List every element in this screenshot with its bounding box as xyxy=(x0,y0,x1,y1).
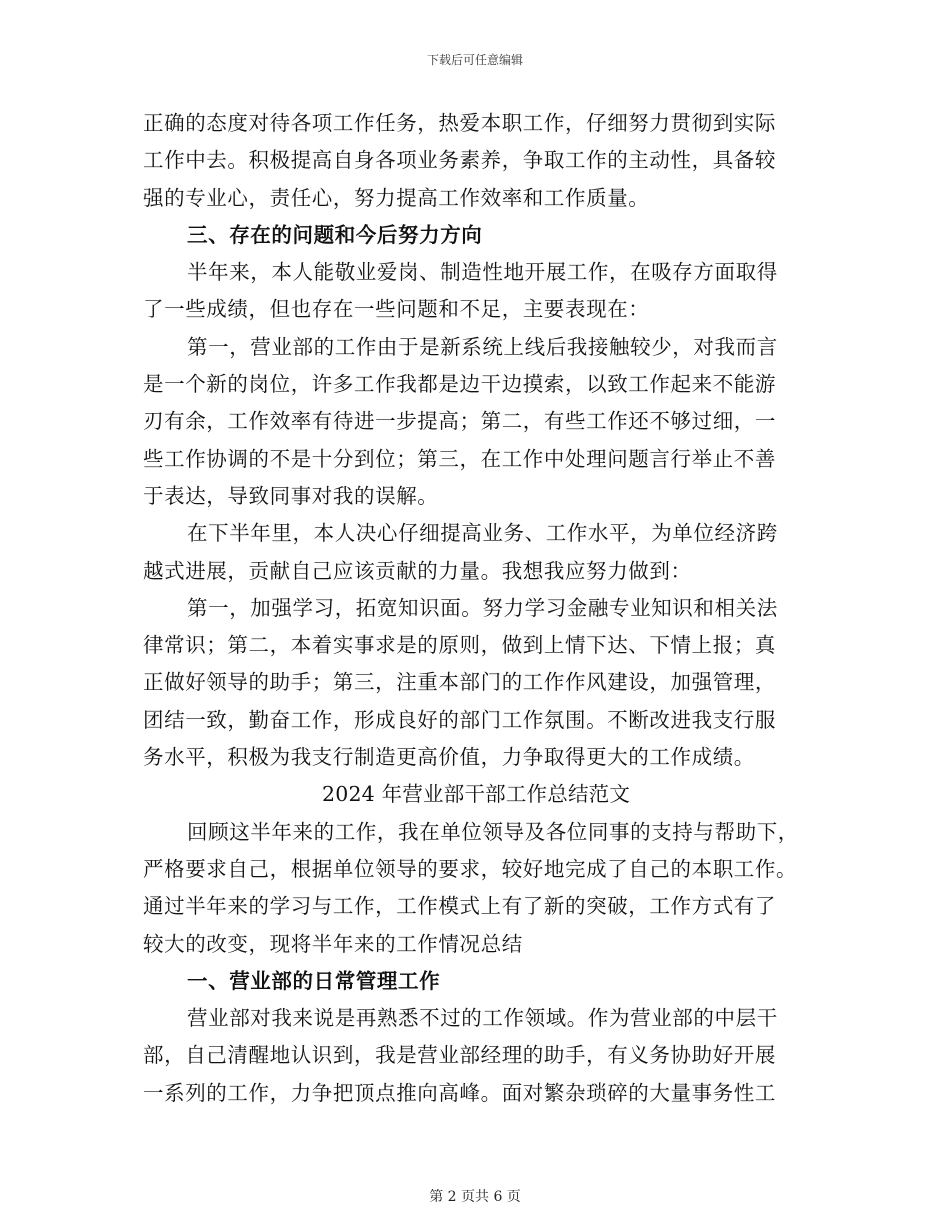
paragraph-start: 营业部对我来说是再熟悉不过的工作领域。作为营业部的中层干 xyxy=(187,1006,778,1031)
body-line: 一系列的工作，力争把顶点推向高峰。面对繁杂琐碎的大量事务性工 xyxy=(143,1080,776,1105)
section-heading-3: 三、存在的问题和今后努力方向 xyxy=(187,222,483,247)
body-line: 律常识；第二，本着实事求是的原则，做到上情下达、下情上报；真 xyxy=(143,633,776,658)
paragraph-start: 回顾这半年来的工作，我在单位领导及各位同事的支持与帮助下， xyxy=(187,819,799,844)
body-line: 刃有余，工作效率有待进一步提高；第二，有些工作还不够过细，一 xyxy=(143,409,776,434)
body-line: 强的专业心，责任心，努力提高工作效率和工作质量。 xyxy=(143,185,650,210)
body-line: 部，自己清醒地认识到，我是营业部经理的助手，有义务协助好开展 xyxy=(143,1043,776,1068)
page-header: 下载后可任意编辑 xyxy=(426,53,523,67)
body-line: 于表达，导致同事对我的误解。 xyxy=(143,483,439,508)
document-title: 2024 年营业部干部工作总结范文 xyxy=(321,782,631,807)
body-line: 正做好领导的助手；第三，注重本部门的工作作风建设，加强管理， xyxy=(143,670,776,695)
body-line: 严格要求自己，根据单位领导的要求，较好地完成了自己的本职工作。 xyxy=(143,856,798,881)
body-line: 是一个新的岗位，许多工作我都是边干边摸索，以致工作起来不能游 xyxy=(143,372,776,397)
body-line: 通过半年来的学习与工作，工作模式上有了新的突破，工作方式有了 xyxy=(143,894,776,919)
paragraph-start: 半年来，本人能敬业爱岗、制造性地开展工作，在吸存方面取得 xyxy=(187,260,778,285)
paragraph-start: 在下半年里，本人决心仔细提高业务、工作水平，为单位经济跨 xyxy=(187,521,778,546)
section-heading-1: 一、营业部的日常管理工作 xyxy=(187,968,441,993)
body-line: 正确的态度对待各项工作任务，热爱本职工作，仔细努力贯彻到实际 xyxy=(143,111,776,135)
paragraph-start: 第一，加强学习，拓宽知识面。努力学习金融专业知识和相关法 xyxy=(187,595,778,620)
body-line: 团结一致，勤奋工作，形成良好的部门工作氛围。不断改进我支行服 xyxy=(143,707,776,732)
body-line: 较大的改变，现将半年来的工作情况总结 xyxy=(143,931,523,956)
body-line: 些工作协调的不是十分到位；第三，在工作中处理问题言行举止不善 xyxy=(143,446,776,471)
body-line: 了一些成绩，但也存在一些问题和不足，主要表现在： xyxy=(143,297,650,322)
paragraph-start: 第一，营业部的工作由于是新系统上线后我接触较少，对我而言 xyxy=(187,334,778,359)
body-line: 越式进展，贡献自己应该贡献的力量。我想我应努力做到： xyxy=(143,558,692,583)
body-line: 工作中去。积极提高自身各项业务素养，争取工作的主动性，具备较 xyxy=(143,148,776,173)
page-footer: 第 2 页共 6 页 xyxy=(429,1189,521,1205)
body-line: 务水平，积极为我支行制造更高价值，力争取得更大的工作成绩。 xyxy=(143,745,755,770)
document-body xyxy=(143,105,809,1112)
